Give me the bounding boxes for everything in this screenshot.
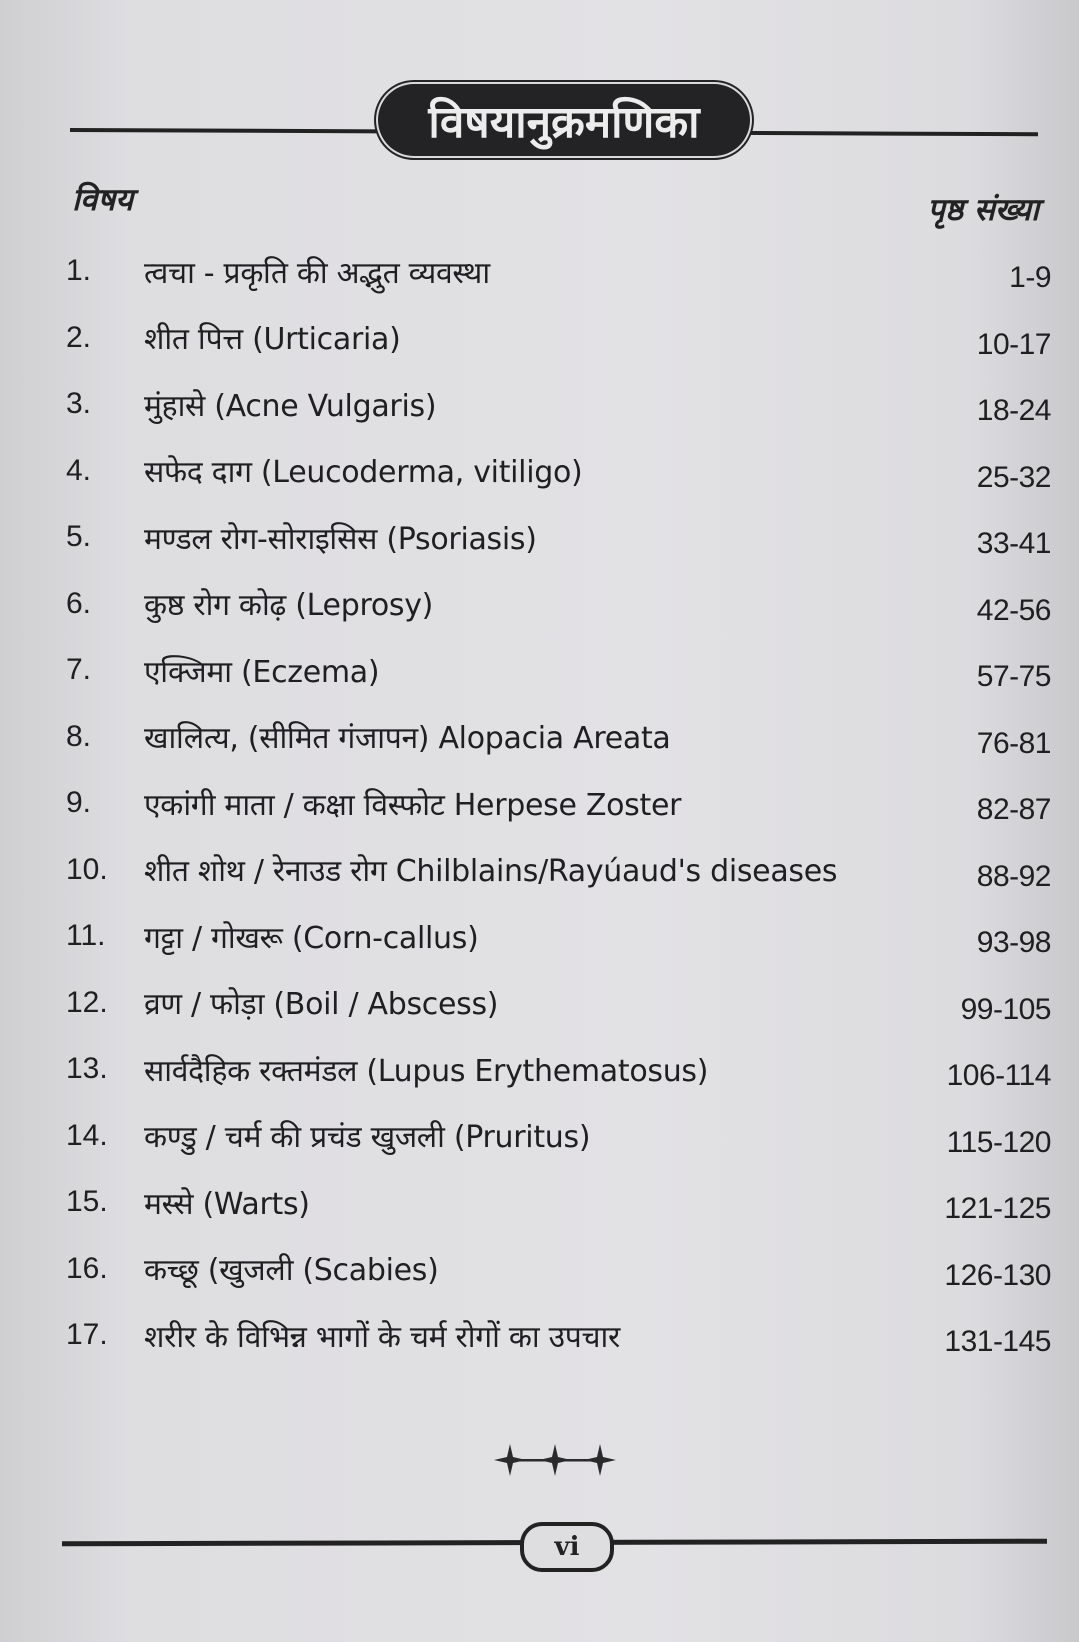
entry-page-range: 126-130 xyxy=(944,1258,1051,1292)
entry-number: 17. xyxy=(66,1318,108,1352)
entry-subject: एकांगी माता / कक्षा विस्फोट Herpese Zoster xyxy=(144,787,682,823)
page-folio: vi xyxy=(520,1522,614,1572)
entry-subject: कच्छू (खुजली (Scabies) xyxy=(144,1253,439,1289)
entry-page-range: 33-41 xyxy=(976,527,1051,561)
entry-number: 8. xyxy=(66,719,92,753)
entry-number: 14. xyxy=(66,1118,108,1152)
toc-entry xyxy=(66,770,1051,837)
entry-number: 11. xyxy=(66,919,106,953)
entry-number: 12. xyxy=(66,985,108,1019)
toc-entry xyxy=(66,305,1051,372)
toc-entry xyxy=(66,438,1051,505)
star-ornament-icon xyxy=(490,1440,620,1480)
entry-subject: शीत पित्त (Urticaria) xyxy=(144,322,401,358)
toc-entry xyxy=(66,571,1051,638)
toc-entry xyxy=(66,1169,1051,1236)
entry-number: 1. xyxy=(66,254,92,288)
entry-subject: शरीर के विभिन्न भागों के चर्म रोगों का उपचार xyxy=(144,1319,620,1355)
entry-subject: सार्वदैहिक रक्तमंडल (Lupus Erythematosus) xyxy=(144,1053,709,1089)
entry-subject: गट्टा / गोखरू (Corn-callus) xyxy=(144,920,479,956)
subject-column-header: विषय xyxy=(72,182,134,218)
toc-entry xyxy=(66,1302,1051,1369)
entry-subject: त्वचा - प्रकृति की अद्भुत व्यवस्था xyxy=(144,255,490,291)
entry-page-range: 10-17 xyxy=(976,327,1051,361)
entry-page-range: 25-32 xyxy=(976,460,1051,494)
table-of-contents xyxy=(66,238,1051,1369)
entry-number: 13. xyxy=(66,1052,108,1086)
toc-entry xyxy=(66,704,1051,771)
entry-subject: मस्से (Warts) xyxy=(144,1186,310,1222)
entry-page-range: 88-92 xyxy=(976,859,1051,893)
entry-subject: मण्डल रोग-सोराइसिस (Psoriasis) xyxy=(144,521,537,557)
entry-number: 7. xyxy=(66,653,92,687)
entry-page-range: 57-75 xyxy=(976,660,1051,694)
entry-page-range: 121-125 xyxy=(944,1192,1051,1226)
entry-subject: शीत शोथ / रेनाउड रोग Chilblains/Rayúaud's diseases xyxy=(144,854,838,890)
entry-page-range: 82-87 xyxy=(976,793,1051,827)
entry-number: 4. xyxy=(66,453,92,487)
entry-subject: कुष्ठ रोग कोढ़ (Leprosy) xyxy=(144,588,434,624)
toc-entry xyxy=(66,903,1051,970)
entry-page-range: 18-24 xyxy=(976,394,1051,428)
entry-number: 6. xyxy=(66,586,92,620)
entry-number: 10. xyxy=(66,852,108,886)
toc-entry xyxy=(66,504,1051,571)
entry-number: 15. xyxy=(66,1185,108,1219)
entry-number: 9. xyxy=(66,786,92,820)
entry-page-range: 76-81 xyxy=(976,726,1051,760)
entry-page-range: 99-105 xyxy=(960,992,1051,1026)
toc-entry xyxy=(66,1036,1051,1103)
toc-entry xyxy=(66,1103,1051,1170)
entry-subject: व्रण / फोड़ा (Boil / Abscess) xyxy=(144,987,499,1023)
entry-number: 5. xyxy=(66,520,92,554)
entry-subject: मुंहासे (Acne Vulgaris) xyxy=(144,388,437,424)
entry-subject: कण्डु / चर्म की प्रचंड खुजली (Pruritus) xyxy=(144,1120,591,1156)
page-number-column-header: पृष्ठ संख्या xyxy=(927,192,1039,228)
entry-number: 16. xyxy=(66,1251,108,1285)
entry-subject: सफेद दाग (Leucoderma, vitiligo) xyxy=(144,455,583,491)
entry-page-range: 131-145 xyxy=(944,1325,1051,1359)
toc-entry xyxy=(66,837,1051,904)
toc-entry xyxy=(66,637,1051,704)
entry-number: 2. xyxy=(66,320,92,354)
entry-page-range: 106-114 xyxy=(946,1059,1051,1093)
page-title: विषयानुक्रमणिका xyxy=(428,97,700,148)
toc-entry xyxy=(66,1236,1051,1303)
entry-subject: खालित्य, (सीमित गंजापन) Alopacia Areata xyxy=(144,721,671,757)
toc-entry xyxy=(66,371,1051,438)
toc-entry xyxy=(66,970,1051,1037)
title-banner xyxy=(378,84,750,156)
entry-number: 3. xyxy=(66,387,92,421)
toc-entry xyxy=(66,238,1051,305)
entry-page-range: 93-98 xyxy=(976,926,1051,960)
entry-page-range: 1-9 xyxy=(1009,261,1051,295)
entry-subject: एक्जिमा (Eczema) xyxy=(144,654,380,690)
entry-page-range: 115-120 xyxy=(946,1125,1051,1159)
entry-page-range: 42-56 xyxy=(976,593,1051,627)
